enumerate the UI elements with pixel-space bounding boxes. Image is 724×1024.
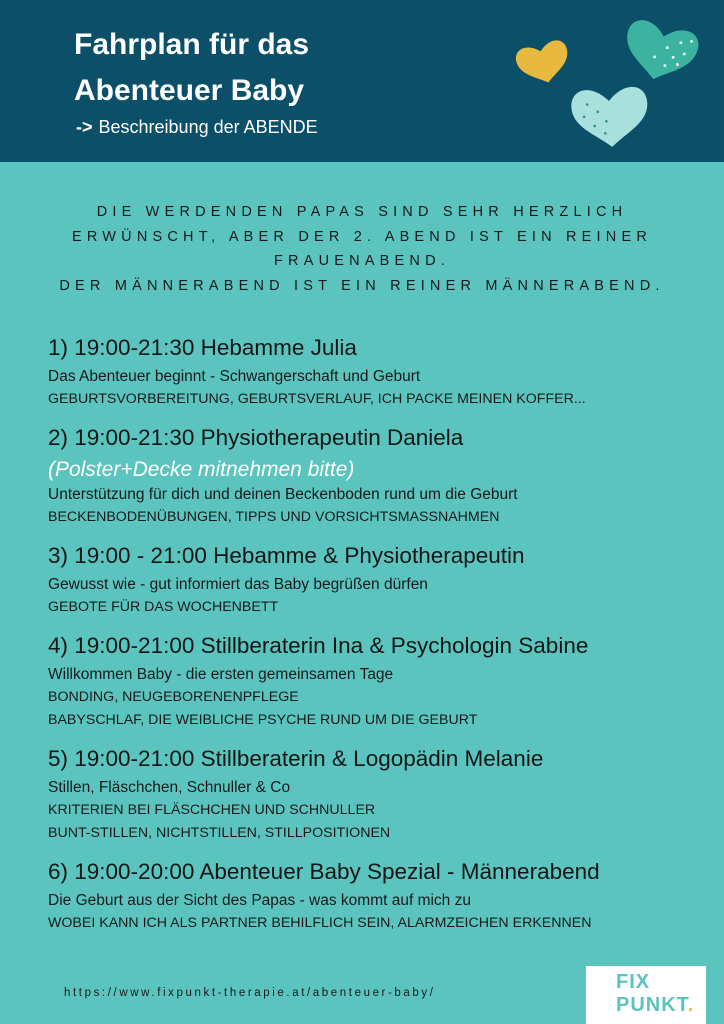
session-description: Unterstützung für dich und deinen Beckenboden rund um die Geburt: [48, 486, 518, 503]
session-3: [48, 538, 698, 619]
session-heading: 2) 19:00-21:30 Physiotherapeutin Daniela: [48, 425, 464, 450]
page-subtitle: [76, 116, 318, 138]
session-heading: 1) 19:00-21:30 Hebamme Julia: [48, 335, 357, 360]
intro-line-1: DIE WERDENDEN PAPAS SIND SEHR HERZLICH: [96, 204, 628, 220]
session-topics: BONDING, NEUGEBORENENPFLEGE: [48, 689, 299, 705]
session-description: Das Abenteuer beginnt - Schwangerschaft und Geburt: [48, 368, 421, 385]
session-topics: GEBOTE FÜR DAS WOCHENBETT: [48, 599, 279, 615]
arrow-icon: ->: [76, 117, 93, 137]
session-topics: BECKENBODENÜBUNGEN, TIPPS UND VORSICHTSMASSNAHMEN: [48, 509, 500, 525]
intro-notice: [20, 200, 704, 298]
logo-line-1: FIX: [616, 971, 651, 993]
yellow-heart-icon: [514, 38, 574, 89]
session-1: [48, 330, 698, 411]
teal-heart-icon: [618, 17, 701, 88]
session-4: [48, 628, 698, 732]
light-heart-icon: [570, 86, 650, 150]
website-link[interactable]: https://www.fixpunkt-therapie.at/abenteuer-baby/: [64, 987, 436, 999]
session-description: Stillen, Fläschchen, Schnuller & Co: [48, 779, 291, 796]
session-list: [48, 330, 698, 944]
fixpunkt-logo: [586, 966, 706, 1024]
session-6: [48, 854, 698, 935]
session-topics: BUNT-STILLEN, NICHTSTILLEN, STILLPOSITIONEN: [48, 825, 391, 841]
session-5: [48, 741, 698, 845]
intro-line-4: DER MÄNNERABEND IST EIN REINER MÄNNERABEND.: [59, 277, 665, 294]
session-topics: BABYSCHLAF, DIE WEIBLICHE PSYCHE RUND UM DIE GEBURT: [48, 712, 478, 728]
hearts-illustration: [505, 10, 705, 155]
session-2: [48, 420, 698, 529]
title-line-2: Abenteuer Baby: [74, 74, 305, 107]
logo-word: PUNKT: [616, 994, 688, 1016]
session-topics: KRITERIEN BEI FLÄSCHCHEN UND SCHNULLER: [48, 802, 376, 818]
session-heading: 3) 19:00 - 21:00 Hebamme & Physiotherapeutin: [48, 543, 525, 568]
intro-line-2: ERWÜNSCHT, ABER DER 2. ABEND IST EIN REINER: [71, 228, 652, 245]
intro-line-3: FRAUENABEND.: [274, 253, 450, 269]
session-description: Willkommen Baby - die ersten gemeinsamen Tage: [48, 666, 394, 683]
session-heading: 5) 19:00-21:00 Stillberaterin & Logopädin Melanie: [48, 746, 544, 771]
session-topics: WOBEI KANN ICH ALS PARTNER BEHILFLICH SEIN, ALARMZEICHEN ERKENNEN: [48, 915, 592, 931]
subtitle-text: Beschreibung der ABENDE: [98, 117, 318, 137]
page-title: [74, 22, 404, 114]
session-heading: 4) 19:00-21:00 Stillberaterin Ina & Psychologin Sabine: [48, 633, 589, 658]
session-note: (Polster+Decke mitnehmen bitte): [48, 458, 355, 481]
session-description: Die Geburt aus der Sicht des Papas - was kommt auf mich zu: [48, 892, 471, 909]
logo-line-2: [616, 995, 694, 1015]
header-banner: [0, 0, 724, 162]
logo-dot-icon: .: [687, 994, 695, 1016]
session-topics: GEBURTSVORBEREITUNG, GEBURTSVERLAUF, ICH PACKE MEINEN KOFFER...: [48, 391, 586, 407]
session-description: Gewusst wie - gut informiert das Baby begrüßen dürfen: [48, 576, 428, 593]
title-line-1: Fahrplan für das: [74, 28, 310, 61]
session-heading: 6) 19:00-20:00 Abenteuer Baby Spezial - Männerabend: [48, 859, 600, 884]
